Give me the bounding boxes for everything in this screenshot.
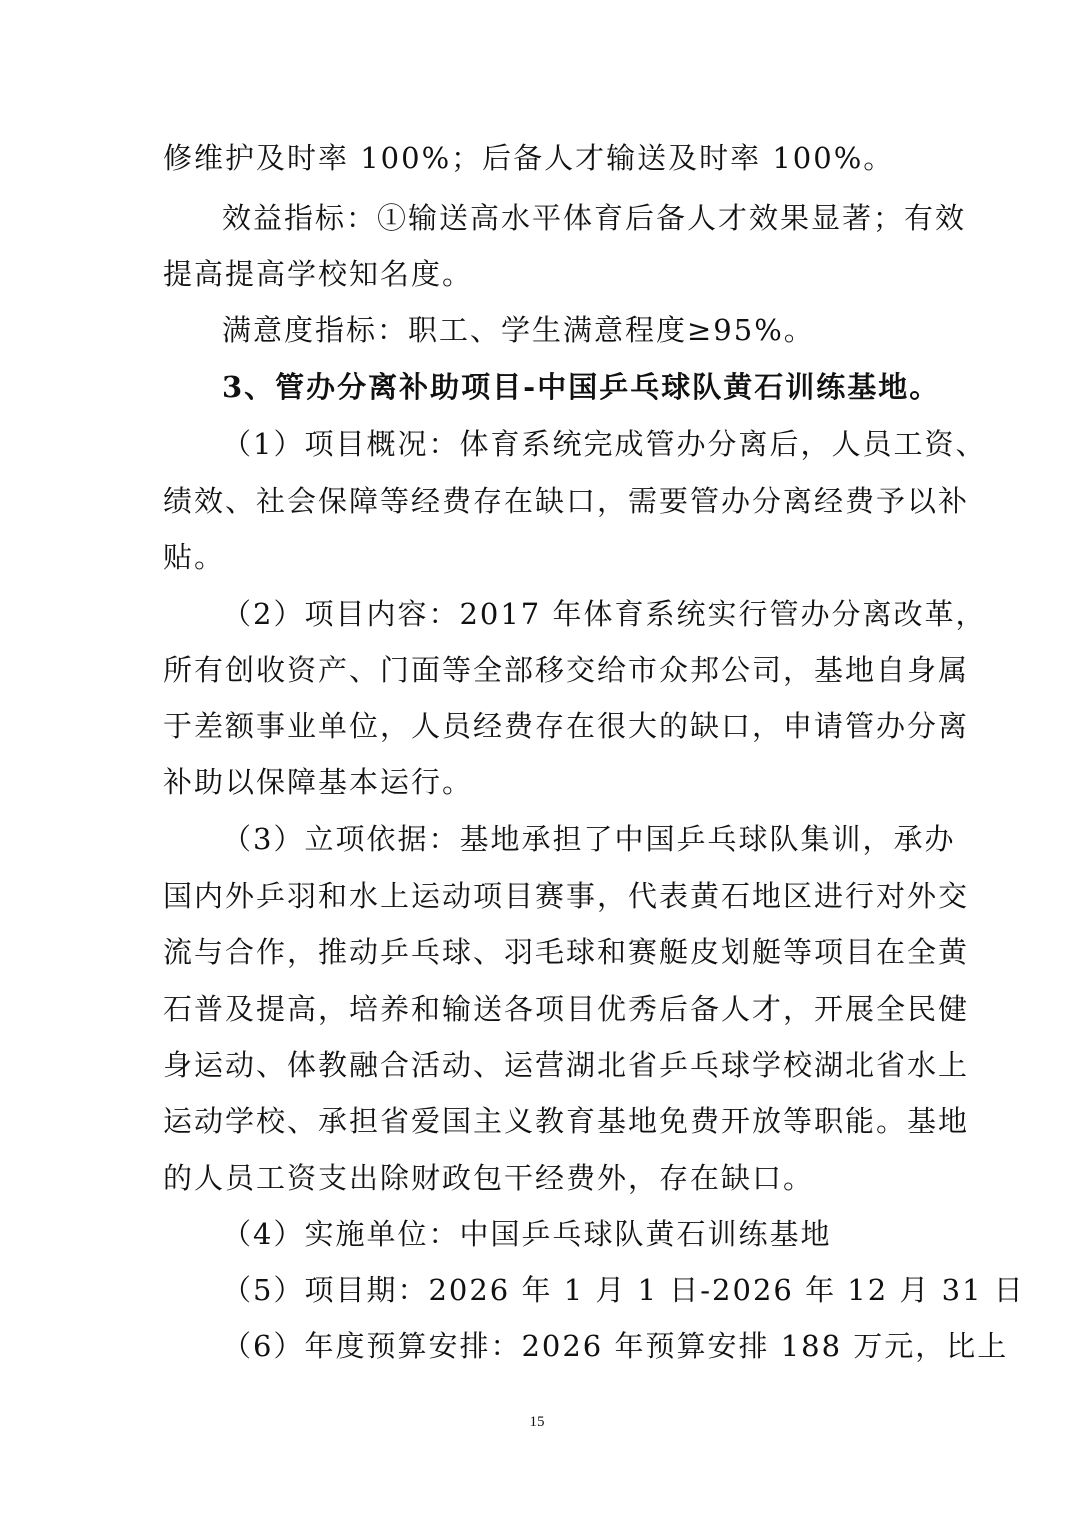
text-line: （3）立项依据：基地承担了中国乒乓球队集训，承办 bbox=[222, 822, 956, 856]
text-line: 所有创收资产、门面等全部移交给市众邦公司，基地自身属 bbox=[163, 653, 970, 687]
text-line: 流与合作，推动乒乓球、羽毛球和赛艇皮划艇等项目在全黄 bbox=[163, 935, 970, 969]
text-line: 国内外乒羽和水上运动项目赛事，代表黄石地区进行对外交 bbox=[163, 879, 970, 913]
text-line: 提高提高学校知名度。 bbox=[163, 257, 474, 291]
text-line: 修维护及时率 100%；后备人才输送及时率 100%。 bbox=[163, 141, 895, 175]
page-number: 15 bbox=[529, 1414, 545, 1430]
text-line: 贴。 bbox=[163, 540, 226, 574]
text-line: 满意度指标：职工、学生满意程度≥95%。 bbox=[222, 313, 815, 347]
text-line: （2）项目内容：2017 年体育系统实行管办分离改革， bbox=[222, 597, 987, 631]
section-heading: 3、管办分离补助项目-中国乒乓球队黄石训练基地。 bbox=[222, 370, 941, 404]
text-line: 的人员工资支出除财政包干经费外，存在缺口。 bbox=[163, 1161, 815, 1195]
text-line: 身运动、体教融合活动、运营湖北省乒乓球学校湖北省水上 bbox=[163, 1048, 970, 1082]
text-line: （5）项目期：2026 年 1 月 1 日-2026 年 12 月 31 日 bbox=[222, 1273, 1025, 1307]
text-line: （6）年度预算安排：2026 年预算安排 188 万元，比上 bbox=[222, 1329, 1009, 1363]
text-line: 运动学校、承担省爱国主义教育基地免费开放等职能。基地 bbox=[163, 1104, 970, 1138]
text-line: 于差额事业单位，人员经费存在很大的缺口，申请管办分离 bbox=[163, 709, 970, 743]
text-line: 补助以保障基本运行。 bbox=[163, 765, 474, 799]
text-line: （1）项目概况：体育系统完成管办分离后，人员工资、 bbox=[222, 427, 987, 461]
text-line: 绩效、社会保障等经费存在缺口，需要管办分离经费予以补 bbox=[163, 484, 970, 518]
text-line: （4）实施单位：中国乒乓球队黄石训练基地 bbox=[222, 1217, 832, 1251]
text-line: 效益指标：①输送高水平体育后备人才效果显著；有效 bbox=[222, 201, 967, 235]
text-line: 石普及提高，培养和输送各项目优秀后备人才，开展全民健 bbox=[163, 992, 970, 1026]
